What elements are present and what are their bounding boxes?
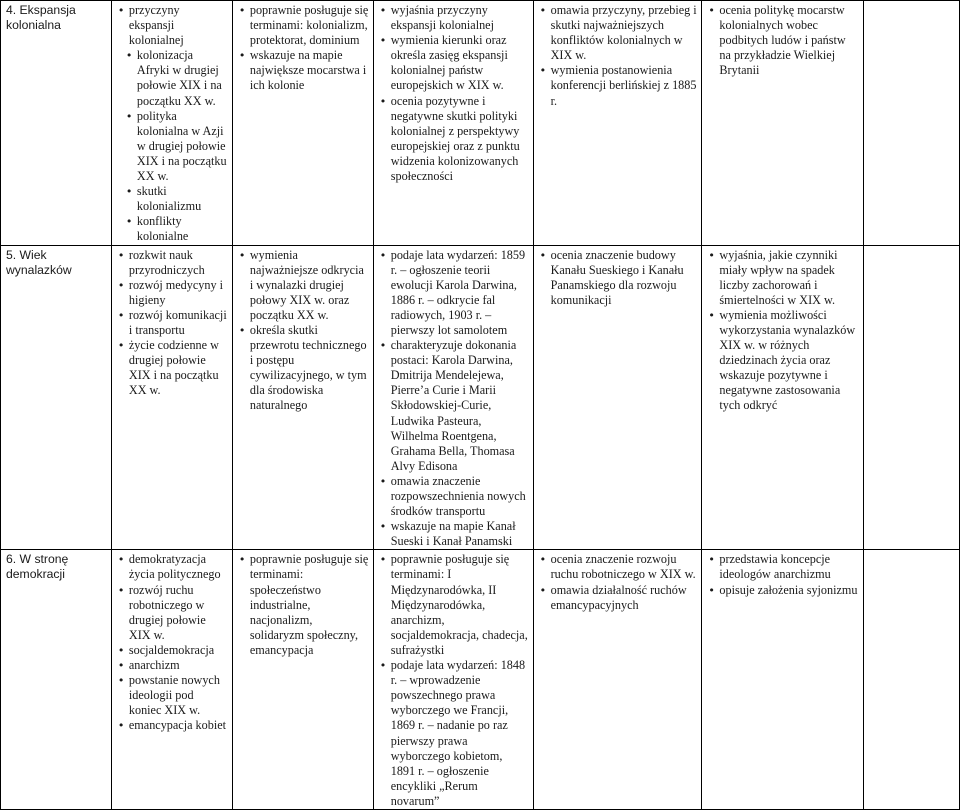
list-item: • rozwój komunikacji i transportu [117,308,228,338]
requirements-cell [533,245,702,550]
list-item: • określa skutki przewrotu technicznego i postępu cywilizacyjnego, w tym dla środowiska naturalnego [238,323,369,414]
topic-list [111,550,232,810]
lesson-title: 6. W stronę demokracji [1,550,112,810]
requirements-cell [232,550,373,810]
requirements-cell [232,245,373,550]
empty-cell [864,550,960,810]
list-item: • podaje lata wydarzeń: 1859 r. – ogłoszenie teorii ewolucji Karola Darwina, 1886 r. – odkrycie fal radiowych, 1903 r. – pierwszy lot samolotem [379,248,529,339]
list-item: • kolonizacja Afryki w drugiej połowie XIX i na początku XX w. [117,48,228,108]
topic-list [111,1,232,246]
list-item: • wymienia możliwości wykorzystania wynalazków XIX w. w różnych dziedzinach życia oraz wskazuje pozytywne i negatywne zastosowania tych odkryć [707,308,859,414]
list-item: • wymienia kierunki oraz określa zasięg ekspansji kolonialnej państw europejskich w XIX w. [379,33,529,93]
list-item: • skutki kolonializmu [117,184,228,214]
list-item: • ocenia pozytywne i negatywne skutki polityki kolonialnej z perspektywy europejskiej oraz z punktu widzenia kolonizowanych społeczności [379,94,529,185]
requirements-cell [373,550,533,810]
list-item: • ocenia znaczenie budowy Kanału Sueskiego i Kanału Panamskiego dla rozwoju komunikacji [539,248,698,308]
requirements-cell [373,245,533,550]
list-item: • demokratyzacja życia politycznego [117,552,228,582]
table-row [1,550,960,810]
list-item: • socjaldemokracja [117,643,228,658]
list-item: • charakteryzuje dokonania postaci: Karola Darwina, Dmitrija Mendelejewa, Pierre’a Curie i Marii Skłodowskiej-Curie, Ludwika Pasteura, Wilhelma Roentgena, Grahama Bella, Thomasa Alvy Edisona [379,338,529,474]
list-item: • poprawnie posługuje się terminami: I Międzynarodówka, II Międzynarodówka, anarchizm, socjaldemokracja, chadecja, sufrażystki [379,552,529,658]
requirements-cell [702,1,864,246]
list-item: • emancypacja kobiet [117,718,228,733]
requirements-cell [373,1,533,246]
list-item: • ocenia znaczenie rozwoju ruchu robotniczego w XIX w. [539,552,698,582]
list-item: • życie codzienne w drugiej połowie XIX i na początku XX w. [117,338,228,398]
list-item: • poprawnie posługuje się terminami: społeczeństwo industrialne, nacjonalizm, solidaryzm społeczny, emancypacja [238,552,369,658]
empty-cell [864,245,960,550]
list-item: • omawia znaczenie rozpowszechnienia nowych środków transportu [379,474,529,519]
list-item: • rozkwit nauk przyrodniczych [117,248,228,278]
list-item: • opisuje założenia syjonizmu [707,583,859,598]
list-item: • wskazuje na mapie największe mocarstwa i ich kolonie [238,48,369,93]
list-item: • omawia działalność ruchów emancypacyjnych [539,583,698,613]
list-item: • ocenia politykę mocarstw kolonialnych wobec podbitych ludów i państw na przykładzie Wielkiej Brytanii [707,3,859,78]
list-item: • przyczyny ekspansji kolonialnej [117,3,228,48]
list-item: • poprawnie posługuje się terminami: kolonializm, protektorat, dominium [238,3,369,48]
list-item: • podaje lata wydarzeń: 1848 r. – wprowadzenie powszechnego prawa wyborczego we Francji, 1869 r. – nadanie po raz pierwszy prawa wyborczego kobietom, 1891 r. – ogłoszenie encykliki „Rerum novarum” [379,658,529,809]
requirements-cell [702,550,864,810]
list-item: • rozwój ruchu robotniczego w drugiej połowie XIX w. [117,583,228,643]
table-row [1,245,960,550]
topic-list [111,245,232,550]
requirements-cell [702,245,864,550]
list-item: • omawia przyczyny, przebieg i skutki najważniejszych konfliktów kolonialnych w XIX w. [539,3,698,63]
list-item: • konflikty kolonialne [117,214,228,244]
list-item: • wskazuje na mapie Kanał Sueski i Kanał Panamski [379,519,529,549]
list-item: • powstanie nowych ideologii pod koniec XIX w. [117,673,228,718]
lesson-title: 4. Ekspansja kolonialna [1,1,112,246]
list-item: • wyjaśnia, jakie czynniki miały wpływ na spadek liczby zachorowań i śmiertelności w XIX w. [707,248,859,308]
requirements-cell [533,1,702,246]
requirements-cell [232,1,373,246]
empty-cell [864,1,960,246]
list-item: • anarchizm [117,658,228,673]
list-item: • wymienia postanowienia konferencji berlińskiej z 1885 r. [539,63,698,108]
list-item: • polityka kolonialna w Azji w drugiej połowie XIX i na początku XX w. [117,109,228,184]
table-row [1,1,960,246]
list-item: • rozwój medycyny i higieny [117,278,228,308]
list-item: • wyjaśnia przyczyny ekspansji kolonialnej [379,3,529,33]
requirements-cell [533,550,702,810]
list-item: • wymienia najważniejsze odkrycia i wynalazki drugiej połowy XIX w. oraz początku XX w. [238,248,369,323]
lesson-title: 5. Wiek wynalazków [1,245,112,550]
list-item: • przedstawia koncepcje ideologów anarchizmu [707,552,859,582]
